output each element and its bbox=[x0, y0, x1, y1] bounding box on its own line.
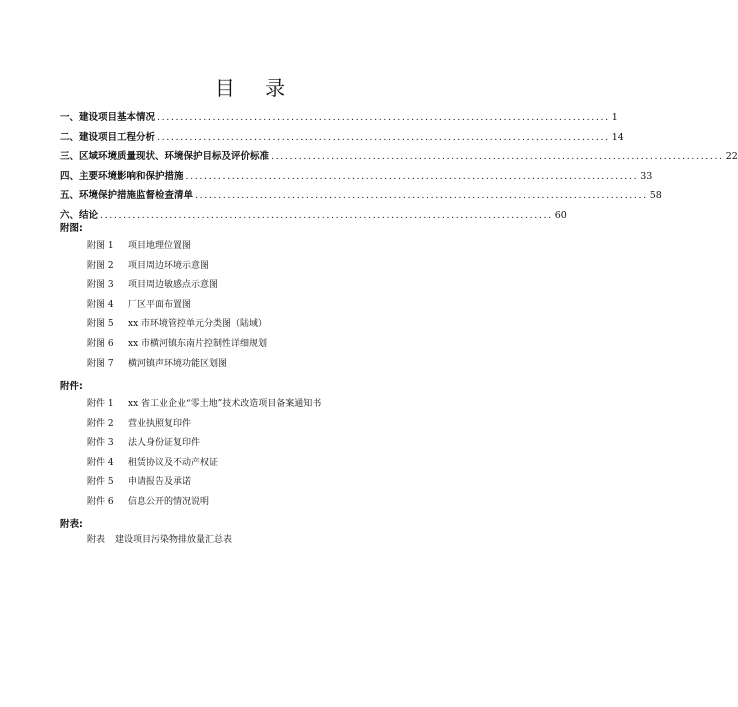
toc-entry[interactable] bbox=[60, 129, 624, 149]
item-code: 附图 2 bbox=[87, 260, 114, 271]
toc-entry-label: 六、结论 bbox=[60, 209, 99, 221]
figures-list bbox=[87, 238, 267, 375]
list-item bbox=[87, 238, 267, 258]
item-text: 建设项目污染物排放量汇总表 bbox=[115, 535, 233, 545]
item-code: 附表 bbox=[87, 535, 106, 545]
item-text: 横河镇声环境功能区划图 bbox=[128, 358, 228, 369]
list-item bbox=[87, 277, 267, 297]
item-code: 附件 1 bbox=[87, 399, 114, 409]
item-text: 营业执照复印件 bbox=[128, 418, 192, 429]
item-text: xx 市环境管控单元分类图（陆域） bbox=[128, 319, 268, 330]
item-text: 信息公开的情况说明 bbox=[128, 496, 210, 507]
item-text: xx 市横河镇东南片控制性详细规划 bbox=[128, 338, 268, 349]
page-title: 目 录 bbox=[214, 76, 298, 100]
list-item bbox=[87, 258, 267, 278]
item-code: 附件 3 bbox=[87, 438, 114, 449]
toc-leader-dots: .................................................................................................. bbox=[157, 131, 610, 143]
attachments-list bbox=[87, 396, 321, 514]
tables-list bbox=[87, 532, 232, 552]
toc-entry-page: 33 bbox=[640, 170, 653, 182]
toc-leader-dots: .................................................................................................. bbox=[195, 190, 648, 201]
item-text: 项目周边环境示意图 bbox=[128, 260, 210, 271]
toc-entry-page: 22 bbox=[725, 151, 738, 162]
toc-leader-dots: .................................................................................................. bbox=[271, 151, 724, 162]
toc-entry-label: 二、建设项目工程分析 bbox=[60, 131, 156, 143]
list-item bbox=[87, 396, 321, 416]
toc-entry[interactable] bbox=[60, 207, 567, 227]
figures-heading: 附图: bbox=[60, 223, 83, 234]
toc-leader-dots: .................................................................................................. bbox=[185, 170, 639, 182]
item-code: 附件 2 bbox=[87, 418, 114, 429]
toc-entry-label: 五、环境保护措施监督检查清单 bbox=[60, 190, 194, 201]
list-item bbox=[87, 316, 267, 336]
toc-entry[interactable] bbox=[60, 168, 653, 188]
list-item bbox=[87, 297, 267, 317]
list-item bbox=[87, 435, 321, 455]
tables-heading: 附表: bbox=[60, 519, 83, 530]
item-code: 附图 7 bbox=[87, 358, 114, 369]
toc-entry-label: 三、区域环境质量现状、环境保护目标及评价标准 bbox=[60, 151, 270, 162]
list-item bbox=[87, 356, 267, 376]
item-code: 附图 1 bbox=[87, 241, 114, 251]
item-text: 申请报告及承诺 bbox=[128, 477, 192, 488]
toc-entry-page: 14 bbox=[611, 131, 624, 143]
item-text: 租赁协议及不动产权证 bbox=[128, 457, 219, 468]
toc-leader-dots: .................................................................................................. bbox=[157, 112, 610, 123]
list-item bbox=[87, 416, 321, 436]
item-text: xx 省工业企业“零土地”技术改造项目备案通知书 bbox=[128, 399, 322, 409]
toc-leader-dots: .................................................................................................. bbox=[100, 209, 553, 221]
item-code: 附件 4 bbox=[87, 457, 114, 468]
list-item bbox=[87, 532, 232, 552]
item-code: 附图 6 bbox=[87, 338, 114, 349]
item-text: 项目周边敏感点示意图 bbox=[128, 280, 219, 291]
table-of-contents bbox=[60, 109, 738, 226]
item-text: 法人身份证复印件 bbox=[128, 438, 201, 449]
item-code: 附件 5 bbox=[87, 477, 114, 488]
toc-entry-page: 1 bbox=[611, 112, 618, 123]
toc-entry-label: 一、建设项目基本情况 bbox=[60, 112, 156, 123]
item-code: 附图 5 bbox=[87, 319, 114, 330]
attachments-heading: 附件: bbox=[60, 381, 83, 392]
toc-entry[interactable] bbox=[60, 187, 662, 207]
item-text: 厂区平面布置图 bbox=[128, 299, 192, 310]
item-code: 附图 3 bbox=[87, 280, 114, 291]
list-item bbox=[87, 474, 321, 494]
toc-entry-page: 60 bbox=[554, 209, 567, 221]
toc-entry[interactable] bbox=[60, 148, 738, 168]
toc-entry[interactable] bbox=[60, 109, 618, 129]
item-text: 项目地理位置图 bbox=[128, 241, 192, 251]
list-item bbox=[87, 336, 267, 356]
item-code: 附图 4 bbox=[87, 299, 114, 310]
list-item bbox=[87, 494, 321, 514]
toc-entry-page: 58 bbox=[649, 190, 662, 201]
list-item bbox=[87, 455, 321, 475]
item-code: 附件 6 bbox=[87, 496, 114, 507]
toc-entry-label: 四、主要环境影响和保护措施 bbox=[60, 170, 184, 182]
